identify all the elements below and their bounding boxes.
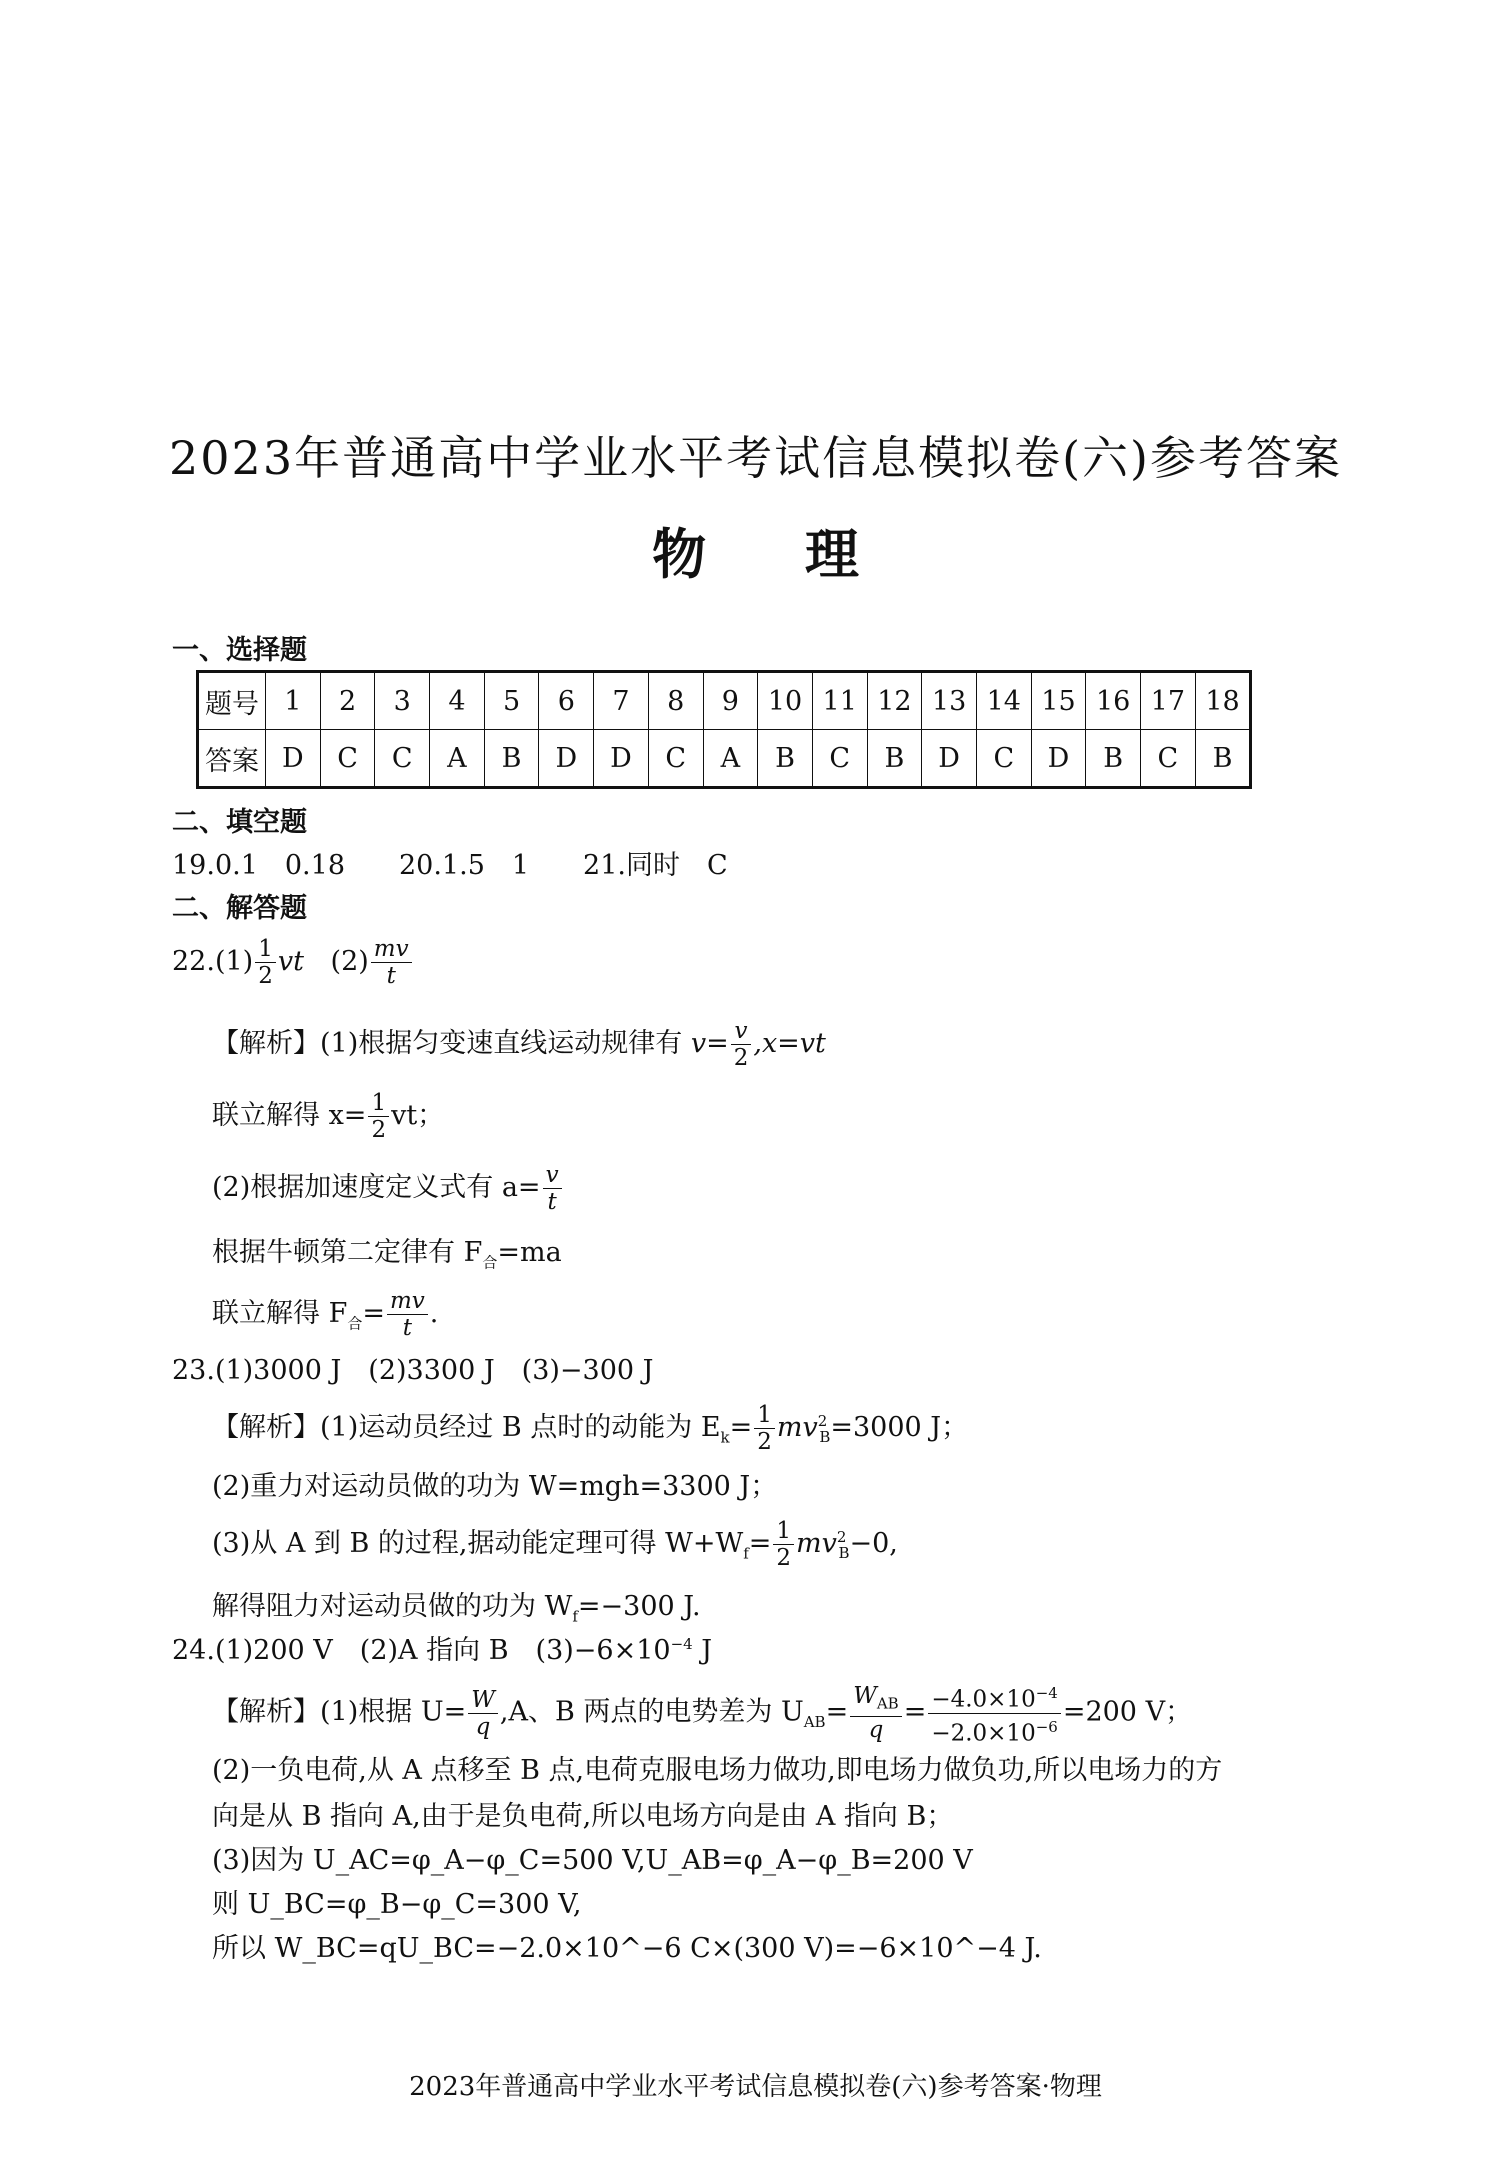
table-header-label: 题号 (198, 672, 266, 730)
table-row-numbers (198, 672, 1251, 730)
answer-table (196, 670, 1252, 789)
subject-heading: 物 理 (652, 523, 859, 586)
table-cell: B (1195, 730, 1251, 788)
q24-analysis-2: (2)一负电荷,从 A 点移至 B 点,电荷克服电场力做功,即电场力做负功,所以电场力的方 (212, 1755, 1223, 1786)
table-cell: C (648, 730, 703, 788)
fraction (368, 1090, 389, 1143)
text: −4.0×10 (931, 1686, 1036, 1713)
frac-num: mv (371, 936, 412, 963)
text: =−300 J. (577, 1591, 701, 1622)
table-cell: 11 (812, 672, 867, 730)
table-cell: D (266, 730, 321, 788)
section-solve-heading: 二、解答题 (172, 893, 307, 924)
frac-den: 2 (371, 1117, 387, 1143)
text: f (743, 1544, 749, 1563)
table-cell: 7 (594, 672, 649, 730)
section-choice-heading: 一、选择题 (172, 635, 307, 666)
text: B (819, 1428, 831, 1447)
table-cell: 12 (867, 672, 922, 730)
text: 2 (836, 1528, 847, 1546)
table-cell: 10 (758, 672, 813, 730)
text: 联立解得 x= (212, 1100, 367, 1131)
frac-num: v (543, 1162, 562, 1189)
q23-analysis-3 (212, 1518, 898, 1571)
text: mv (776, 1412, 818, 1443)
q22-analysis-3 (212, 1162, 564, 1215)
table-cell: D (922, 730, 977, 788)
q22-analysis-1: 【解析】(1)根据匀变速直线运动规律有 v= $\frac{v}{2}$ ,x=vt (212, 1018, 826, 1071)
table-cell: 13 (922, 672, 977, 730)
frac-num (850, 1683, 902, 1718)
text: −6 (1035, 1717, 1058, 1736)
text: 根据牛顿第二定律有 F (212, 1237, 483, 1268)
text: −0, (849, 1528, 898, 1559)
text: 合 (482, 1253, 498, 1272)
table-cell: 8 (648, 672, 703, 730)
q24-answer (172, 1628, 712, 1667)
text: (3)从 A 到 B 的过程,据动能定理可得 W+W (212, 1528, 744, 1559)
frac-num (928, 1680, 1061, 1714)
text: 2 (817, 1412, 828, 1430)
frac-num: mv (387, 1288, 428, 1315)
text: 联立解得 F (212, 1298, 348, 1329)
fill-answers: 19.0.1 0.18 20.1.5 1 21.同时 C (172, 850, 728, 881)
fraction (850, 1683, 902, 1744)
text: . (429, 1298, 439, 1329)
fraction (387, 1288, 428, 1341)
frac-num: 1 (754, 1402, 775, 1429)
frac-den: 2 (776, 1545, 792, 1571)
frac-den: t (386, 963, 396, 989)
table-cell: B (484, 730, 539, 788)
table-cell: 3 (375, 672, 430, 730)
text: mv (796, 1528, 837, 1559)
text: AB (876, 1694, 899, 1713)
q23-answer: 23.(1)3000 J (2)3300 J (3)−300 J (172, 1355, 654, 1386)
q22-analysis-4 (212, 1230, 562, 1272)
table-cell: C (320, 730, 375, 788)
fraction (543, 1162, 562, 1215)
section-fill-heading: 二、填空题 (172, 807, 307, 838)
frac-den: 2 (258, 963, 273, 989)
text: = (729, 1412, 753, 1443)
q23-analysis-1 (212, 1402, 968, 1455)
fraction (468, 1687, 498, 1740)
frac-den: 2 (757, 1429, 772, 1455)
table-cell: D (539, 730, 594, 788)
frac-den (928, 1714, 1061, 1747)
text: ,A、B 两点的电势差为 U (499, 1696, 804, 1728)
table-answer-label: 答案 (198, 730, 266, 788)
q22-answer (172, 936, 414, 989)
text: 合 (347, 1314, 363, 1333)
text: 24.(1)200 V (2)A 指向 B (3)−6×10 (172, 1635, 671, 1666)
table-row-answers (198, 730, 1251, 788)
table-cell: 2 (320, 672, 375, 730)
text: AB (803, 1713, 826, 1732)
text: 【解析】(1)根据 U= (212, 1696, 467, 1728)
text: = (825, 1696, 849, 1728)
q24-analysis-1 (212, 1680, 1192, 1746)
text: ,x=vt (753, 1028, 826, 1059)
fraction (731, 1018, 752, 1071)
table-cell: C (1141, 730, 1196, 788)
table-cell: B (867, 730, 922, 788)
frac-num: 1 (368, 1090, 389, 1117)
text: = (903, 1696, 927, 1728)
table-cell: 15 (1031, 672, 1086, 730)
frac-num: 1 (773, 1518, 794, 1545)
text: (2)根据加速度定义式有 a= (212, 1172, 541, 1203)
q22-prefix: 22.(1) (172, 946, 254, 977)
q23-analysis-4 (212, 1584, 701, 1625)
text: 【解析】(1)根据匀变速直线运动规律有 (212, 1028, 683, 1059)
table-cell: 5 (484, 672, 539, 730)
fraction (371, 936, 412, 989)
fraction (773, 1518, 794, 1571)
q22-mid: (2) (330, 946, 369, 977)
text: 【解析】(1)运动员经过 B 点时的动能为 E (212, 1412, 721, 1443)
table-cell: C (976, 730, 1031, 788)
table-cell: D (1031, 730, 1086, 788)
table-cell: D (594, 730, 649, 788)
fraction (928, 1680, 1061, 1746)
q23-analysis-2: (2)重力对运动员做的功为 W=mgh=3300 J； (212, 1471, 778, 1502)
table-cell: A (430, 730, 485, 788)
table-cell: 16 (1086, 672, 1141, 730)
table-cell: 1 (266, 672, 321, 730)
text: J (692, 1635, 713, 1666)
table-cell: 9 (703, 672, 758, 730)
frac-den: q (868, 1717, 884, 1744)
page-title: 2023年普通高中学业水平考试信息模拟卷(六)参考答案 (169, 431, 1342, 485)
table-cell: A (703, 730, 758, 788)
frac-num: v (731, 1018, 752, 1045)
frac-num: W (468, 1687, 498, 1714)
text: =200 V； (1062, 1696, 1193, 1728)
table-cell: C (812, 730, 867, 788)
q24-analysis-3: 向是从 B 指向 A,由于是负电荷,所以电场方向是由 A 指向 B； (212, 1801, 954, 1832)
page-footer: 2023年普通高中学业水平考试信息模拟卷(六)参考答案·物理 (409, 2072, 1102, 2102)
fraction (255, 936, 276, 989)
table-cell: 14 (976, 672, 1031, 730)
text: −2.0×10 (931, 1720, 1036, 1747)
fraction (754, 1402, 775, 1455)
frac-den: t (402, 1315, 412, 1341)
q24-analysis-5: 则 U_BC=φ_B−φ_C=300 V, (212, 1889, 582, 1920)
table-cell: 4 (430, 672, 485, 730)
q22-a1-tail: vt (277, 946, 304, 977)
text: f (572, 1607, 578, 1626)
text: = (362, 1298, 385, 1329)
q22-analysis-2 (212, 1090, 444, 1143)
table-cell: 18 (1195, 672, 1251, 730)
text: v (690, 1028, 707, 1059)
frac-den: q (475, 1713, 491, 1740)
text: 解得阻力对运动员做的功为 W (212, 1591, 573, 1622)
q24-analysis-6: 所以 W_BC=qU_BC=−2.0×10^−6 C×(300 V)=−6×10^−4 J. (212, 1933, 1042, 1964)
table-cell: B (1086, 730, 1141, 788)
frac-num: 1 (255, 936, 276, 963)
q24-analysis-4: (3)因为 U_AC=φ_A−φ_C=500 V,U_AB=φ_A−φ_B=200 V (212, 1845, 973, 1876)
table-cell: 6 (539, 672, 594, 730)
text: −4 (670, 1635, 693, 1653)
frac-den: 2 (733, 1045, 749, 1071)
text: =3000 J； (830, 1412, 969, 1443)
text: B (838, 1544, 850, 1563)
text: vt； (391, 1100, 445, 1131)
text: W (853, 1682, 877, 1709)
table-cell: B (758, 730, 813, 788)
text: = (748, 1528, 772, 1559)
table-cell: C (375, 730, 430, 788)
text: k (720, 1428, 730, 1447)
text: =ma (497, 1237, 562, 1268)
table-cell: 17 (1141, 672, 1196, 730)
q22-analysis-5 (212, 1288, 438, 1341)
frac-den: t (547, 1189, 557, 1215)
text: −4 (1035, 1684, 1058, 1702)
